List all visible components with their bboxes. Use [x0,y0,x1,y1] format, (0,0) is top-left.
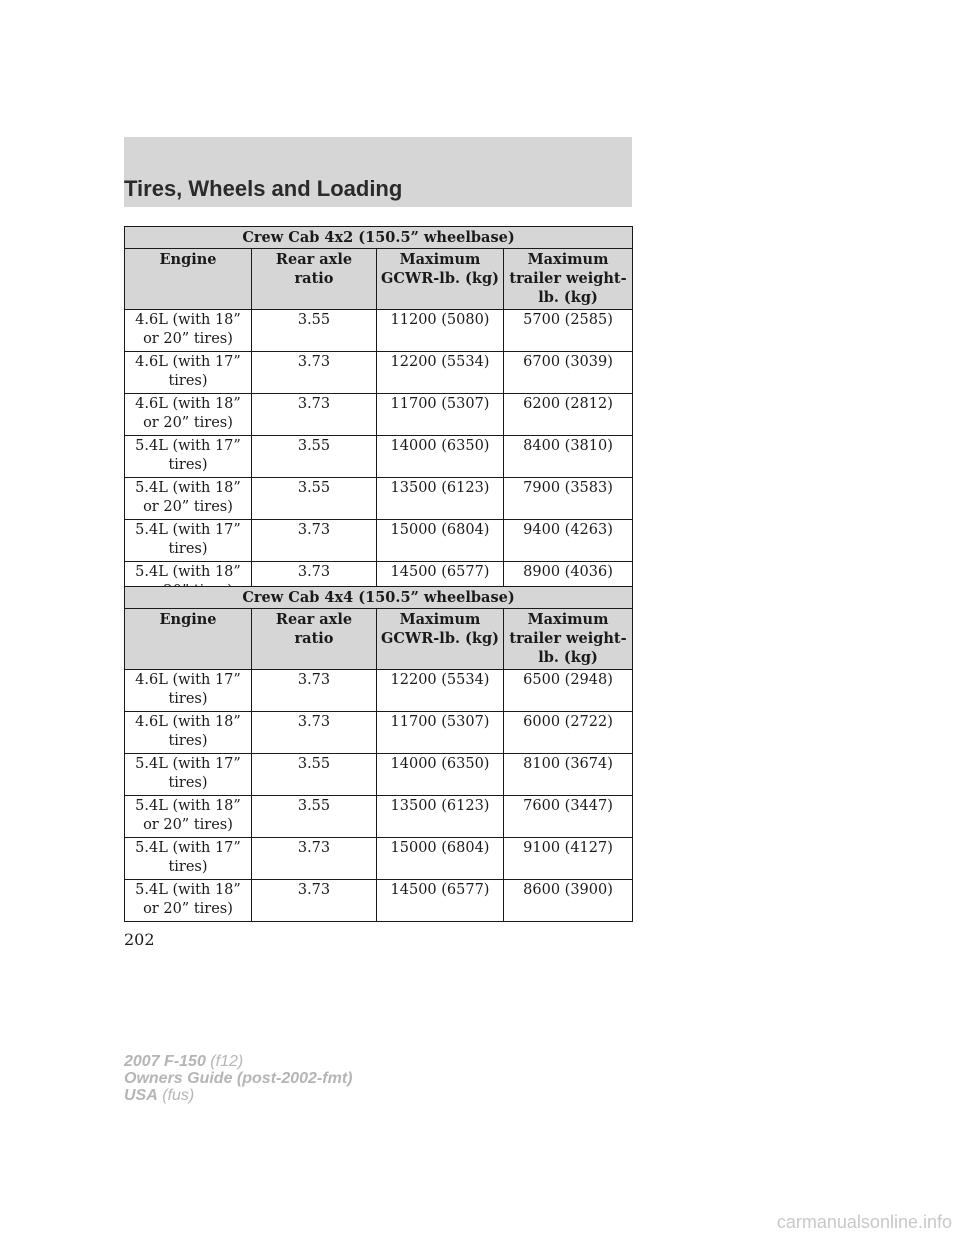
table-row [125,838,633,880]
cell-trailer-weight: 6200 (2812) [504,394,633,436]
cell-engine: 4.6L (with 17” tires) [125,670,252,712]
cell-trailer-weight: 8400 (3810) [504,436,633,478]
footer-market-code: (fus) [162,1087,195,1104]
cell-axle-ratio: 3.73 [252,670,377,712]
table-row [125,880,633,922]
cell-engine: 4.6L (with 18” or 20” tires) [125,310,252,352]
cell-gcwr: 12200 (5534) [377,352,504,394]
cell-engine: 5.4L (with 18” [125,562,252,604]
table-row [125,520,633,562]
crew-cab-4x2-table [124,226,633,604]
cell-engine: 5.4L (with 18” or 20” tires) [125,478,252,520]
cell-gcwr: 14000 (6350) [377,754,504,796]
col-header-trailer-weight: Maximum trailer weight-lb. (kg) [504,249,633,310]
cell-axle-ratio: 3.55 [252,436,377,478]
cell-gcwr: 13500 (6123) [377,478,504,520]
table-row [125,310,633,352]
cell-trailer-weight: 8100 (3674) [504,754,633,796]
cell-axle-ratio: 3.73 [252,394,377,436]
table-caption: Crew Cab 4x4 (150.5” wheelbase) [125,587,633,609]
cell-gcwr: 15000 (6804) [377,838,504,880]
table-row [125,478,633,520]
col-header-trailer-weight: Maximum trailer weight-lb. (kg) [504,609,633,670]
table-row [125,394,633,436]
cell-axle-ratio: 3.55 [252,796,377,838]
footer-market: USA [124,1087,158,1104]
cell-trailer-weight: 6000 (2722) [504,712,633,754]
cell-axle-ratio: 3.73 [252,838,377,880]
cell-engine: 5.4L (with 17” tires) [125,436,252,478]
cell-gcwr: 14500 (6577) [377,562,504,604]
cell-trailer-weight: 5700 (2585) [504,310,633,352]
cell-gcwr: 12200 (5534) [377,670,504,712]
cell-gcwr: 13500 (6123) [377,796,504,838]
cell-trailer-weight: 9100 (4127) [504,838,633,880]
footer-model-code: (f12) [210,1053,244,1070]
cell-engine: 5.4L (with 17” tires) [125,754,252,796]
cell-axle-ratio: 3.55 [252,754,377,796]
table-row [125,436,633,478]
cell-engine: 4.6L (with 17” tires) [125,352,252,394]
section-title: Tires, Wheels and Loading [124,176,403,201]
cell-engine: 4.6L (with 18” or 20” tires) [125,394,252,436]
cell-trailer-weight: 6500 (2948) [504,670,633,712]
cell-engine: 5.4L (with 18” or 20” tires) [125,880,252,922]
cell-engine: 5.4L (with 18” or 20” tires) [125,796,252,838]
page-number: 202 [124,930,155,949]
cell-axle-ratio: 3.73 [252,562,377,604]
cell-axle-ratio: 3.73 [252,880,377,922]
crew-cab-4x4-table [124,586,633,922]
cell-axle-ratio: 3.73 [252,520,377,562]
cell-axle-ratio: 3.73 [252,712,377,754]
col-header-axle-ratio: Rear axle ratio [252,249,377,310]
col-header-gcwr: Maximum GCWR-lb. (kg) [377,609,504,670]
table-row [125,352,633,394]
cell-engine: 4.6L (with 18” tires) [125,712,252,754]
cell-axle-ratio: 3.73 [252,352,377,394]
table-row [125,712,633,754]
document-footer [124,1053,352,1104]
col-header-engine: Engine [125,249,252,310]
cell-engine: 5.4L (with 17” tires) [125,520,252,562]
col-header-engine: Engine [125,609,252,670]
cell-gcwr: 11200 (5080) [377,310,504,352]
table-row [125,670,633,712]
footer-model: 2007 F-150 [124,1053,206,1070]
footer-guide: Owners Guide (post-2002-fmt) [124,1070,353,1087]
cell-axle-ratio: 3.55 [252,310,377,352]
cell-trailer-weight: 7600 (3447) [504,796,633,838]
watermark: carmanualsonline.info [776,1212,952,1232]
table-row [125,796,633,838]
cell-trailer-weight: 8900 (4036) [504,562,633,604]
cell-gcwr: 11700 (5307) [377,394,504,436]
cell-trailer-weight: 6700 (3039) [504,352,633,394]
table-row [125,754,633,796]
cell-gcwr: 14500 (6577) [377,880,504,922]
table-caption: Crew Cab 4x2 (150.5” wheelbase) [125,227,633,249]
cell-gcwr: 15000 (6804) [377,520,504,562]
col-header-gcwr: Maximum GCWR-lb. (kg) [377,249,504,310]
cell-gcwr: 14000 (6350) [377,436,504,478]
table-body [125,310,633,604]
table-body [125,670,633,922]
cell-trailer-weight: 9400 (4263) [504,520,633,562]
cell-gcwr: 11700 (5307) [377,712,504,754]
cell-axle-ratio: 3.55 [252,478,377,520]
cell-engine: 5.4L (with 17” tires) [125,838,252,880]
cell-trailer-weight: 8600 (3900) [504,880,633,922]
col-header-axle-ratio: Rear axle ratio [252,609,377,670]
cell-trailer-weight: 7900 (3583) [504,478,633,520]
